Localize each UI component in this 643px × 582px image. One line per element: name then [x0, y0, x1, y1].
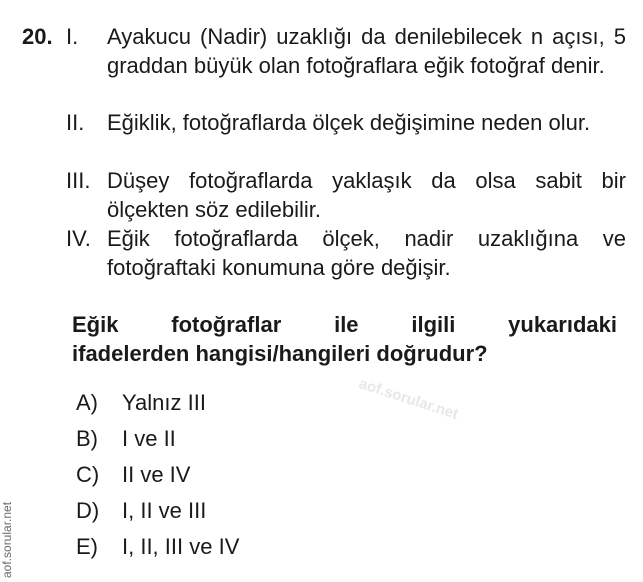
option-c[interactable] — [76, 460, 190, 489]
statement-1-numeral: I. — [66, 24, 79, 49]
statement-3-numeral: III. — [66, 168, 91, 193]
option-a-text: Yalnız III — [122, 390, 206, 415]
option-a-letter: A) — [76, 390, 98, 415]
prompt-line-1: Eğik fotoğraflar ile ilgili yukarıdaki — [72, 312, 617, 337]
option-d[interactable] — [76, 496, 206, 525]
statement-2 — [66, 108, 626, 137]
option-c-text: II ve IV — [122, 462, 191, 487]
option-b-letter: B) — [76, 426, 98, 451]
statement-3 — [66, 166, 626, 224]
statement-4-text: Eğik fotoğraflarda ölçek, nadir uzaklığına ve fotoğraftaki konumuna göre değişir. — [107, 226, 626, 280]
watermark-side: aof.sorular.net — [0, 501, 14, 578]
question-prompt — [72, 310, 617, 368]
statement-3-text: Düşey fotoğraflarda yaklaşık da olsa sabit bir ölçekten söz edilebilir. — [107, 168, 626, 222]
option-e-letter: E) — [76, 534, 98, 559]
statement-2-text: Eğiklik, fotoğraflarda ölçek değişimine neden olur. — [107, 110, 591, 135]
option-a[interactable] — [76, 388, 206, 417]
option-d-letter: D) — [76, 498, 100, 523]
option-c-letter: C) — [76, 462, 100, 487]
statement-1-text: Ayakucu (Nadir) uzaklığı da denilebilecek n açısı, 5 graddan büyük olan fotoğraflara eğik fotoğraf denir. — [107, 24, 626, 78]
option-d-text: I, II ve III — [122, 498, 207, 523]
option-e-text: I, II, III ve IV — [122, 534, 240, 559]
statement-4 — [66, 224, 626, 282]
prompt-line-2: ifadelerden hangisi/hangileri doğrudur? — [72, 341, 488, 366]
statement-1 — [66, 22, 626, 80]
option-e[interactable] — [76, 532, 239, 561]
question-number: 20. — [22, 24, 53, 49]
option-b[interactable] — [76, 424, 176, 453]
statement-2-numeral: II. — [66, 110, 85, 135]
watermark-center: aof.sorular.net — [356, 375, 461, 424]
statement-4-numeral: IV. — [66, 226, 91, 251]
option-b-text: I ve II — [122, 426, 176, 451]
